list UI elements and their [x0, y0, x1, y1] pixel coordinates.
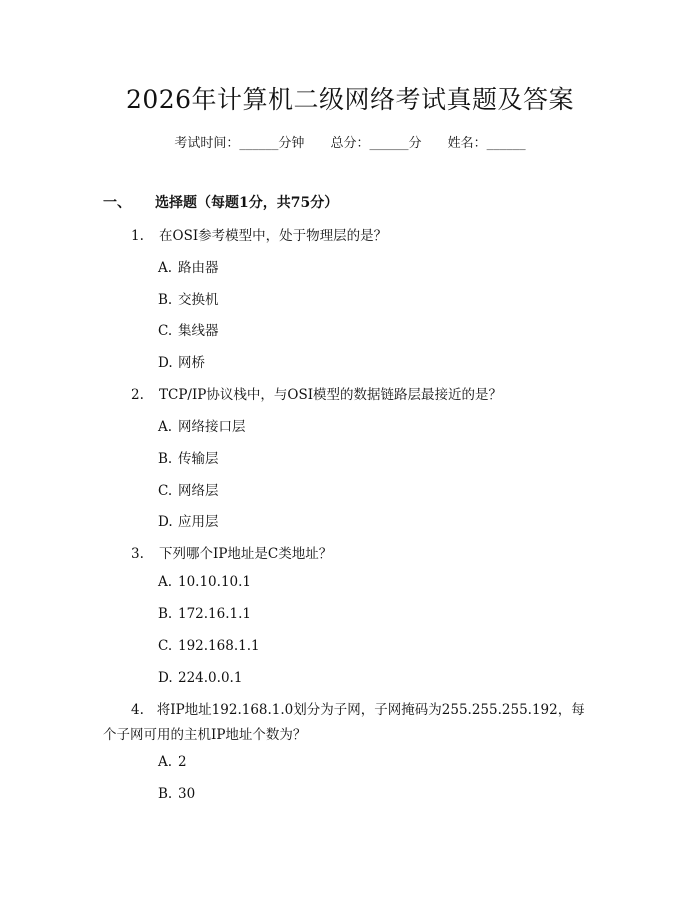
question-text: 在OSI参考模型中，处于物理层的是？ — [159, 228, 388, 244]
option-text: 应用层 — [178, 514, 219, 530]
name-label: 姓名：______ — [447, 136, 526, 151]
option — [158, 670, 242, 686]
section-heading — [103, 192, 338, 212]
option-letter: A. — [158, 419, 173, 435]
option — [158, 574, 251, 590]
question-number: 1. — [131, 228, 144, 244]
question-number: 2. — [131, 387, 144, 403]
option-letter: D. — [158, 355, 173, 371]
question-3 — [131, 542, 332, 562]
total-score-label: 总分：______分 — [330, 136, 422, 151]
option-letter: C. — [158, 323, 173, 339]
question-number: 4. — [131, 702, 144, 718]
option — [158, 256, 219, 276]
option-text: 172.16.1.1 — [178, 606, 251, 622]
option-text: 传输层 — [178, 451, 219, 467]
option — [158, 288, 219, 308]
section-title: 选择题（每题1分，共75分） — [155, 195, 339, 211]
option-text: 10.10.10.1 — [178, 574, 251, 590]
option-letter: C. — [158, 483, 173, 499]
option-text: 2 — [178, 754, 187, 770]
question-number: 3. — [131, 546, 144, 562]
option — [158, 606, 251, 622]
exam-info-row — [0, 132, 700, 151]
option-letter: A. — [158, 574, 173, 590]
exam-time-label: 考试时间：______分钟 — [174, 136, 305, 151]
option-text: 网络层 — [178, 483, 219, 499]
option-letter: D. — [158, 514, 173, 530]
option — [158, 319, 219, 339]
option — [158, 351, 205, 371]
option-text: 网桥 — [178, 355, 205, 371]
option-letter: B. — [158, 786, 173, 802]
option-text: 路由器 — [178, 260, 219, 276]
option-letter: B. — [158, 292, 173, 308]
option-text: 192.168.1.1 — [178, 638, 260, 654]
question-4 — [103, 698, 593, 748]
option-text: 30 — [178, 786, 196, 802]
section-number: 一、 — [103, 195, 131, 211]
option-letter: B. — [158, 451, 173, 467]
option-text: 集线器 — [178, 323, 219, 339]
option — [158, 447, 219, 467]
option-letter: C. — [158, 638, 173, 654]
option-text: 交换机 — [178, 292, 219, 308]
page-title: 2026年计算机二级网络考试真题及答案 — [125, 85, 575, 114]
option-text: 224.0.0.1 — [178, 670, 243, 686]
question-text: TCP/IP协议栈中，与OSI模型的数据链路层最接近的是？ — [159, 387, 503, 403]
option-letter: A. — [158, 260, 173, 276]
option — [158, 415, 246, 435]
question-2 — [131, 383, 502, 403]
option-letter: D. — [158, 670, 173, 686]
question-1 — [131, 224, 387, 244]
option — [158, 479, 219, 499]
question-text: 将IP地址192.168.1.0划分为子网，子网掩码为255.255.255.192，每个子网可用的主机IP地址个数为？ — [103, 702, 585, 743]
question-text: 下列哪个IP地址是C类地址？ — [159, 546, 333, 562]
option — [158, 510, 219, 530]
option-letter: B. — [158, 606, 173, 622]
option — [158, 786, 195, 802]
option-letter: A. — [158, 754, 173, 770]
option — [158, 638, 260, 654]
option — [158, 754, 187, 770]
option-text: 网络接口层 — [178, 419, 246, 435]
